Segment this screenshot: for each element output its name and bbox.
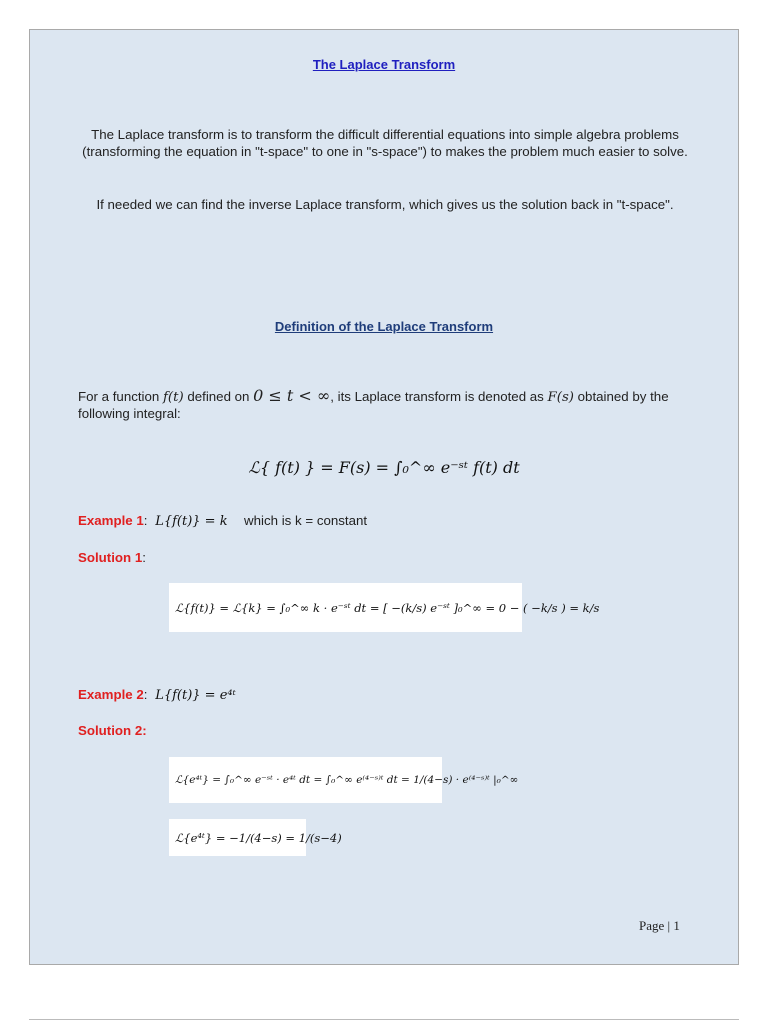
example2-label: Example 2 (78, 687, 144, 702)
example2-formula: L{f(t)} = e⁴ᵗ (155, 688, 236, 703)
definition-text-b: defined on (183, 389, 254, 404)
solution2-label: Solution 2: (78, 723, 147, 738)
intro-paragraph-2: If needed we can find the inverse Laplace transform, which gives us the solution back in "t-space". (96, 197, 674, 212)
intro-paragraph-1: The Laplace transform is to transform the difficult differential equations into simple algebra problems (transforming the equation in "t-space" to one in "s-space") to makes the problem much easier to solve. (82, 127, 688, 159)
solution2-formula-2: ℒ{e⁴ᵗ} = −1/(4−s) = 1/(s−4) (169, 819, 306, 856)
definition-fn: f(t) (163, 390, 184, 405)
definition-paragraph (78, 388, 698, 422)
solution1-label: Solution 1 (78, 550, 143, 565)
section-heading[interactable]: Definition of the Laplace Transform (274, 319, 494, 334)
solution2-formula-1: ℒ{e⁴ᵗ} = ∫₀^∞ e⁻ˢᵗ · e⁴ᵗ dt = ∫₀^∞ e⁽⁴⁻ˢ⁾ᵗ dt = 1/(4−s) · e⁽⁴⁻ˢ⁾ᵗ |₀^∞ (169, 757, 442, 803)
definition-domain: 0 ≤ t < ∞ (253, 386, 331, 405)
example-2: Example 2: L{f(t)} = e⁴ᵗ (78, 687, 236, 703)
page-footer: Page | 1 (639, 918, 680, 933)
definition-Fs: F(s) (547, 390, 574, 405)
solution1-formula: ℒ{f(t)} = ℒ{k} = ∫₀^∞ k · e⁻ˢᵗ dt = [ −(k/s) e⁻ˢᵗ ]₀^∞ = 0 − ( −k/s ) = k/s (169, 583, 522, 632)
definition-text-a: For a function (78, 389, 163, 404)
definition-text-c: , its Laplace transform is denoted as (330, 389, 548, 404)
solution-2 (78, 722, 147, 740)
example1-note: which is k = constant (244, 513, 368, 528)
solution-1: Solution 1: (78, 550, 146, 565)
example1-formula: L{f(t)} = k (155, 514, 228, 529)
document-title[interactable]: The Laplace Transform (312, 57, 456, 72)
definition-formula: ℒ{ f(t) } = F(s) = ∫₀^∞ e⁻ˢᵗ f(t) dt (248, 458, 520, 477)
example-1: Example 1: L{f(t)} = k which is k = constant (78, 513, 368, 529)
example1-label: Example 1 (78, 513, 144, 528)
next-page-edge (29, 1019, 739, 1020)
document-page (29, 29, 739, 965)
definition-text-d: obtained by the following integral: (78, 389, 669, 421)
